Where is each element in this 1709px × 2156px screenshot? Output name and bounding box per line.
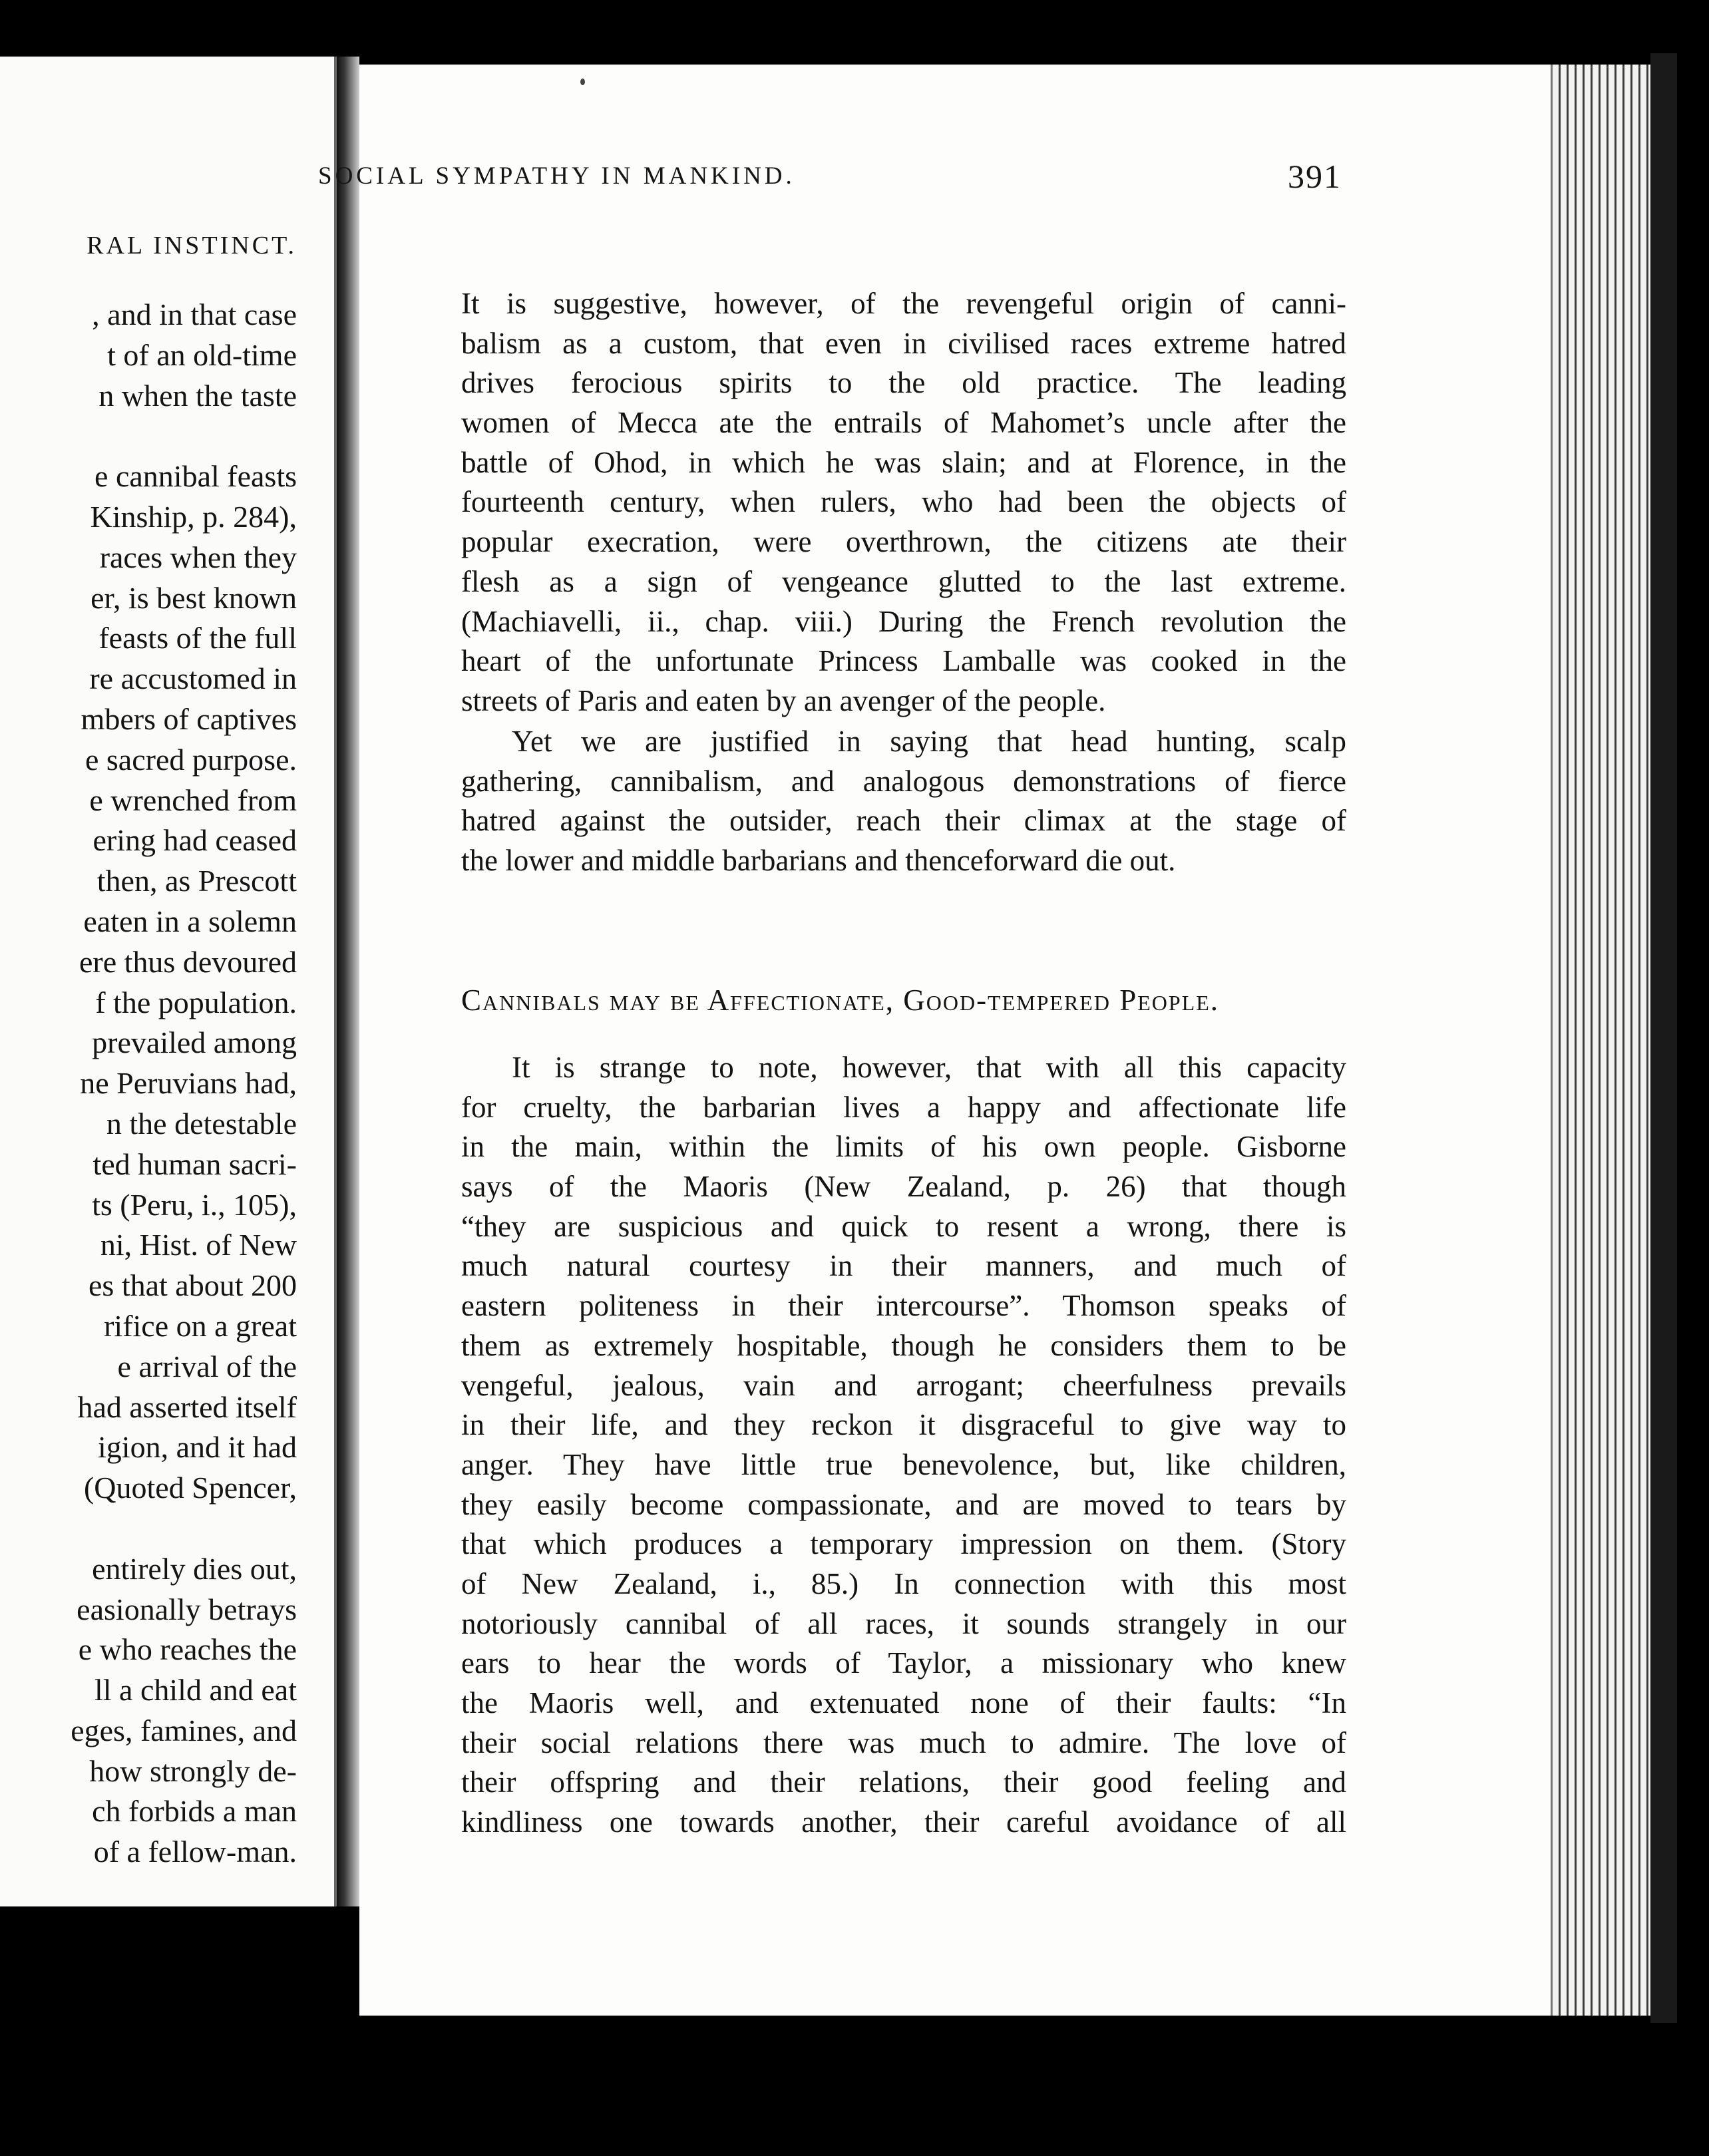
- left-text-line: e wrenched from: [89, 783, 297, 817]
- book-gutter: [337, 57, 359, 1906]
- text-line: the Maoris well, and extenuated none of their faults: “In: [461, 1686, 1346, 1719]
- left-text-line: then, as Prescott: [96, 864, 297, 898]
- left-text-line: Kinship, p. 284),: [90, 499, 297, 534]
- left-text-line: re accustomed in: [89, 661, 297, 696]
- ink-speck: [580, 79, 585, 85]
- left-text-line: e sacred purpose.: [85, 742, 297, 777]
- text-line: them as extremely hospitable, though he considers them to be: [461, 1328, 1346, 1362]
- left-text-line: es that about 200: [89, 1268, 297, 1303]
- page-number: 391: [1288, 158, 1342, 195]
- text-line: eastern politeness in their intercourse”. Thomson speaks of: [461, 1289, 1346, 1323]
- left-text-line: ted human sacri-: [93, 1147, 297, 1181]
- text-line: drives ferocious spirits to the old practice. The leading: [461, 366, 1346, 400]
- left-text-line: t of an old-time: [107, 337, 297, 372]
- text-line: in their life, and they reckon it disgraceful to give way to: [461, 1408, 1346, 1442]
- left-text-line: [71, 416, 297, 456]
- text-line: popular execration, were overthrown, the citizens ate their: [461, 525, 1346, 559]
- left-text-line: easionally betrays: [77, 1592, 297, 1626]
- left-text-line: ll a child and eat: [95, 1673, 297, 1707]
- text-line: notoriously cannibal of all races, it sounds strangely in our: [461, 1606, 1346, 1640]
- text-line: “they are suspicious and quick to resent a wrong, there is: [461, 1209, 1346, 1243]
- left-text-line: e arrival of the: [117, 1349, 297, 1383]
- left-text-line: ch forbids a man: [92, 1794, 297, 1829]
- text-line: balism as a custom, that even in civilised races extreme hatred: [461, 326, 1346, 360]
- left-text-line: of a fellow-man.: [93, 1835, 297, 1869]
- text-line: they easily become compassionate, and are moved to tears by: [461, 1487, 1346, 1521]
- text-line: says of the Maoris (New Zealand, p. 26) that though: [461, 1170, 1346, 1204]
- text-line: vengeful, jealous, vain and arrogant; cheerfulness prevails: [461, 1368, 1346, 1402]
- text-line: battle of Ohod, in which he was slain; and at Florence, in the: [461, 445, 1346, 479]
- text-line: Yet we are justified in saying that head hunting, scalp: [512, 725, 1346, 758]
- text-line: It is strange to note, however, that with all this capacity: [512, 1051, 1346, 1084]
- text-line: flesh as a sign of vengeance glutted to the last extreme.: [461, 564, 1346, 598]
- left-text-line: how strongly de-: [89, 1753, 297, 1788]
- text-line: of New Zealand, i., 85.) In connection with this most: [461, 1566, 1346, 1600]
- edge-shadow: [1650, 53, 1677, 2023]
- left-running-head: RAL INSTINCT.: [87, 232, 297, 260]
- left-text-line: prevailed among: [92, 1025, 297, 1060]
- text-line: It is suggestive, however, of the revengeful origin of canni-: [461, 287, 1346, 320]
- text-line: (Machiavelli, ii., chap. viii.) During the French revolution the: [461, 604, 1346, 638]
- text-line: anger. They have little true benevolence, but, like children,: [461, 1447, 1346, 1481]
- left-text-line: feasts of the full: [98, 621, 297, 655]
- text-line: much natural courtesy in their manners, and much of: [461, 1249, 1346, 1283]
- section-heading: Cannibals may be Affectionate, Good-tempered People.: [461, 984, 1220, 1017]
- left-text-line: mbers of captives: [81, 701, 297, 736]
- text-line: for cruelty, the barbarian lives a happy and affectionate life: [461, 1090, 1346, 1124]
- left-text-line: e cannibal feasts: [95, 459, 297, 494]
- left-text-line: [71, 1509, 297, 1549]
- paragraph-3: [461, 1048, 1346, 1843]
- text-line: gathering, cannibalism, and analogous demonstrations of fierce: [461, 764, 1346, 798]
- left-text-line: ts (Peru, i., 105),: [92, 1187, 297, 1222]
- left-text-line: ering had ceased: [93, 823, 297, 858]
- left-text-line: eges, famines, and: [71, 1713, 297, 1747]
- text-line: the lower and middle barbarians and thenceforward die out.: [461, 844, 1176, 878]
- left-text-line: , and in that case: [92, 297, 297, 331]
- left-page-text: [71, 295, 297, 1873]
- left-text-line: f the population.: [95, 985, 297, 1019]
- text-line: women of Mecca ate the entrails of Mahomet’s uncle after the: [461, 406, 1346, 440]
- paragraph-1: [461, 284, 1346, 721]
- left-text-line: races when they: [99, 540, 297, 574]
- left-text-line: n when the taste: [98, 378, 297, 413]
- text-line: hatred against the outsider, reach their climax at the stage of: [461, 804, 1346, 838]
- text-line: fourteenth century, when rulers, who had been the objects of: [461, 485, 1346, 519]
- left-text-line: rifice on a great: [104, 1308, 297, 1343]
- page-edges: [1551, 65, 1659, 2016]
- left-text-line: (Quoted Spencer,: [83, 1471, 297, 1505]
- left-text-line: entirely dies out,: [92, 1551, 297, 1586]
- text-line: their offspring and their relations, their good feeling and: [461, 1765, 1346, 1799]
- text-line: in the main, within the limits of his own people. Gisborne: [461, 1130, 1346, 1164]
- left-text-line: ne Peruvians had,: [80, 1066, 297, 1101]
- text-line: ears to hear the words of Taylor, a missionary who knew: [461, 1646, 1346, 1680]
- text-line: that which produces a temporary impression on them. (Story: [461, 1527, 1346, 1561]
- left-text-line: er, is best known: [91, 580, 297, 615]
- left-text-line: had asserted itself: [77, 1389, 297, 1424]
- left-text-line: e who reaches the: [78, 1632, 297, 1667]
- text-line: streets of Paris and eaten by an avenger of the people.: [461, 683, 1106, 717]
- left-text-line: ere thus devoured: [79, 944, 297, 979]
- left-facing-page: [0, 57, 337, 1906]
- paragraph-2: [461, 722, 1346, 881]
- text-line: kindliness one towards another, their careful avoidance of all: [461, 1805, 1346, 1839]
- left-text-line: n the detestable: [106, 1106, 297, 1141]
- left-text-line: igion, and it had: [98, 1430, 297, 1465]
- left-text-line: eaten in a solemn: [83, 904, 297, 938]
- running-head: SOCIAL SYMPATHY IN MANKIND.: [318, 162, 795, 190]
- left-text-line: ni, Hist. of New: [100, 1228, 297, 1262]
- text-line: their social relations there was much to admire. The love of: [461, 1725, 1346, 1759]
- text-line: heart of the unfortunate Princess Lamballe was cooked in the: [461, 644, 1346, 678]
